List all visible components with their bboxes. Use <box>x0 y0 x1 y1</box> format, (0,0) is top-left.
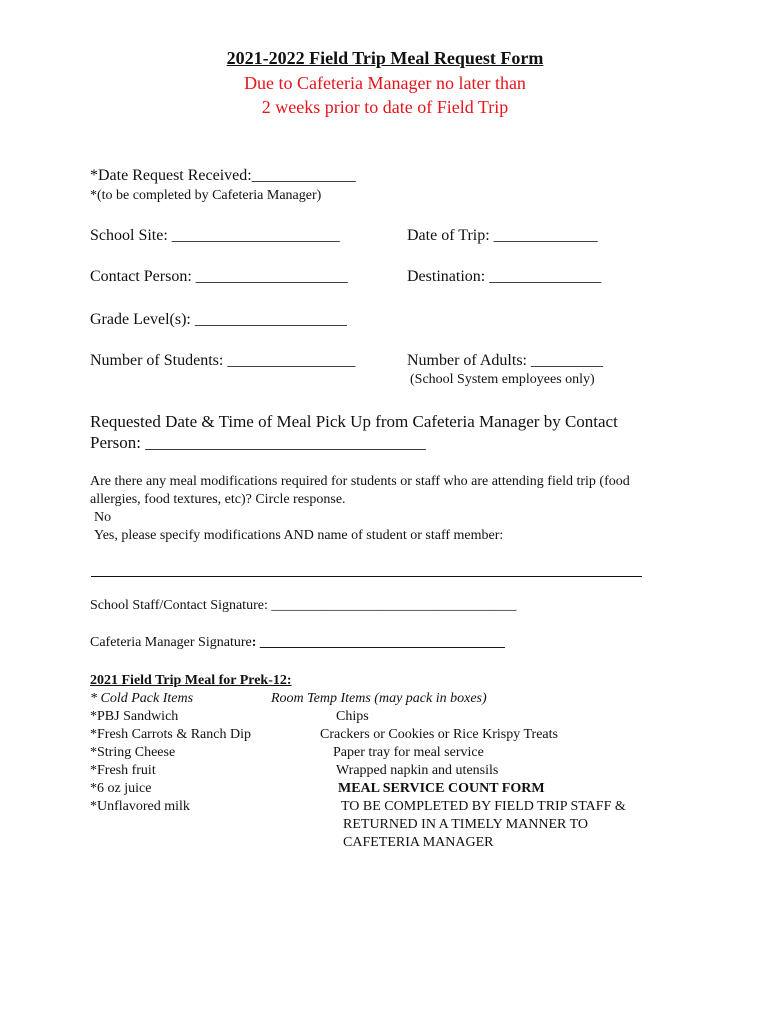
pickup-question-line1: Requested Date & Time of Meal Pick Up from Cafeteria Manager by Contact <box>90 412 618 431</box>
room-item: Paper tray for meal service <box>333 745 484 760</box>
cold-item: *6 oz juice <box>90 781 152 796</box>
pickup-person-field[interactable]: Person: _________________________________ <box>90 433 426 452</box>
contact-person-field[interactable]: Contact Person: ___________________ <box>90 268 348 285</box>
date-received-note: *(to be completed by Cafeteria Manager) <box>90 188 322 203</box>
due-notice-line2: 2 weeks prior to date of Field Trip <box>261 97 509 117</box>
cold-pack-header: * Cold Pack Items <box>90 691 194 706</box>
adults-note: (School System employees only) <box>410 372 595 387</box>
due-notice-line1: Due to Cafeteria Manager no later than <box>244 73 526 93</box>
cold-item: *Fresh fruit <box>90 763 156 778</box>
school-site-field[interactable]: School Site: _____________________ <box>90 227 340 244</box>
destination-field[interactable]: Destination: ______________ <box>407 268 602 285</box>
form-title: 2021-2022 Field Trip Meal Request Form <box>226 48 544 68</box>
number-of-adults-field[interactable]: Number of Adults: _________ <box>407 352 603 369</box>
cafeteria-signature-line: ___________________________________ <box>256 635 505 650</box>
room-item: Crackers or Cookies or Rice Krispy Treats <box>320 727 558 742</box>
staff-signature-field[interactable]: School Staff/Contact Signature: ___________________________________ <box>90 598 517 613</box>
cafeteria-signature-colon: : <box>251 635 257 650</box>
date-of-trip-field[interactable]: Date of Trip: _____________ <box>407 227 598 244</box>
count-form-line: TO BE COMPLETED BY FIELD TRIP STAFF & <box>341 799 626 814</box>
cold-item: *PBJ Sandwich <box>90 709 179 724</box>
grade-levels-field[interactable]: Grade Level(s): ___________________ <box>90 311 347 328</box>
cold-item: *Fresh Carrots & Ranch Dip <box>90 727 251 742</box>
menu-heading: 2021 Field Trip Meal for Prek-12: <box>90 673 292 688</box>
count-form-title: MEAL SERVICE COUNT FORM <box>338 781 545 796</box>
cold-item: *String Cheese <box>90 745 176 760</box>
count-form-line: CAFETERIA MANAGER <box>343 835 494 850</box>
room-item: Wrapped napkin and utensils <box>336 763 499 778</box>
cold-item: *Unflavored milk <box>90 799 190 814</box>
date-request-received-field[interactable]: *Date Request Received:_____________ <box>90 167 356 184</box>
modifications-question-line1: Are there any meal modifications required for students or staff who are attending field trip (food <box>90 474 630 489</box>
modifications-question-line2: allergies, food textures, etc)? Circle response. <box>90 492 346 507</box>
cafeteria-signature-label: Cafeteria Manager Signature <box>90 635 252 650</box>
cafeteria-signature-field[interactable] <box>90 635 505 651</box>
room-temp-header: Room Temp Items (may pack in boxes) <box>271 691 487 706</box>
room-item: Chips <box>336 709 369 724</box>
option-no[interactable]: No <box>94 510 112 525</box>
count-form-line: RETURNED IN A TIMELY MANNER TO <box>343 817 589 832</box>
option-yes[interactable]: Yes, please specify modifications AND name of student or staff member: <box>94 528 504 543</box>
modifications-answer-line[interactable] <box>91 576 642 577</box>
number-of-students-field[interactable]: Number of Students: ________________ <box>90 352 356 369</box>
